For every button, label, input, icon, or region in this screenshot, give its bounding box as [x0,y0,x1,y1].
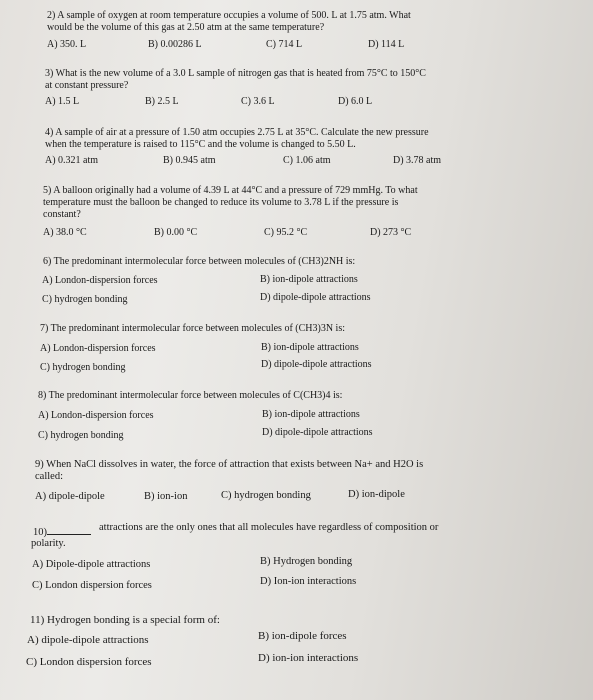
option-b: B) ion-dipole attractions [260,274,358,285]
option-d: D) Ion-ion interactions [260,576,357,587]
option-c: C) 3.6 L [241,96,275,107]
option-b: B) ion-dipole attractions [261,342,359,353]
question-stem: temperature must the balloon be changed to reduce its volume to 3.78 L if the pressure is [43,197,399,208]
option-c: C) 1.06 atm [283,155,331,166]
answer-blank [47,525,91,535]
option-c: C) London dispersion forces [26,656,152,668]
option-c: C) London dispersion forces [32,580,152,591]
option-a: A) 350. L [47,39,87,50]
question-stem: would be the volume of this gas at 2.50 atm at the same temperature? [47,22,325,33]
option-d: D) 6.0 L [338,96,373,107]
option-a: A) dipole-dipole attractions [27,634,149,646]
option-d: D) ion-ion interactions [258,652,359,664]
option-b: B) 2.5 L [145,96,179,107]
question-stem: polarity. [31,538,66,549]
option-c: C) hydrogen bonding [38,430,124,441]
option-d: D) dipole-dipole attractions [262,427,373,438]
question-stem: 3) What is the new volume of a 3.0 L sample of nitrogen gas that is heated from 75°C to 150°C [45,68,426,79]
option-a: A) 1.5 L [45,96,80,107]
question-stem: attractions are the only ones that all molecules have regardless of composition or [99,522,439,533]
question-stem: 8) The predominant intermolecular force between molecules of C(CH3)4 is: [38,390,343,401]
option-b: B) ion-dipole attractions [262,409,360,420]
question-stem: 11) Hydrogen bonding is a special form of: [30,614,220,626]
option-b: B) 0.945 atm [163,155,216,166]
option-a: A) 0.321 atm [45,155,99,166]
option-b: B) 0.00 °C [154,227,198,238]
question-stem: 9) When NaCl dissolves in water, the force of attraction that exists between Na+ and H2O is [35,459,424,470]
question-stem: 6) The predominant intermolecular force between molecules of (CH3)2NH is: [43,256,356,267]
option-a: A) London-dispersion forces [40,343,156,354]
question-stem: 7) The predominant intermolecular force between molecules of (CH3)3N is: [40,323,345,334]
option-a: A) London-dispersion forces [42,275,158,286]
option-d: D) dipole-dipole attractions [260,292,371,303]
option-d: D) 3.78 atm [393,155,442,166]
question-stem: constant? [43,209,81,220]
question-stem: 2) A sample of oxygen at room temperature occupies a volume of 500. L at 1.75 atm. What [47,10,411,21]
question-number: 10) [33,527,47,538]
question-stem: when the temperature is raised to 115°C and the volume is changed to 5.50 L. [45,139,356,150]
option-b: B) ion-dipole forces [258,630,347,642]
option-c: C) hydrogen bonding [221,490,311,501]
option-b: B) 0.00286 L [148,39,202,50]
question-stem: called: [35,471,63,482]
option-c: C) hydrogen bonding [42,294,128,305]
option-c: C) 95.2 °C [264,227,308,238]
option-a: A) Dipole-dipole attractions [32,559,151,570]
option-d: D) 114 L [368,39,405,50]
option-b: B) Hydrogen bonding [260,556,353,567]
option-c: C) hydrogen bonding [40,362,126,373]
option-c: C) 714 L [266,39,303,50]
option-a: A) dipole-dipole [35,491,105,502]
question-stem: 5) A balloon originally had a volume of 4.39 L at 44°C and a pressure of 729 mmHg. To what [43,185,418,196]
question-stem: 4) A sample of air at a pressure of 1.50 atm occupies 2.75 L at 35°C. Calculate the new pressure [45,127,429,138]
option-a: A) London-dispersion forces [38,410,154,421]
question-stem: at constant pressure? [45,80,129,91]
option-d: D) 273 °C [370,227,412,238]
option-b: B) ion-ion [144,491,188,502]
option-d: D) dipole-dipole attractions [261,359,372,370]
option-d: D) ion-dipole [348,489,405,500]
option-a: A) 38.0 °C [43,227,87,238]
